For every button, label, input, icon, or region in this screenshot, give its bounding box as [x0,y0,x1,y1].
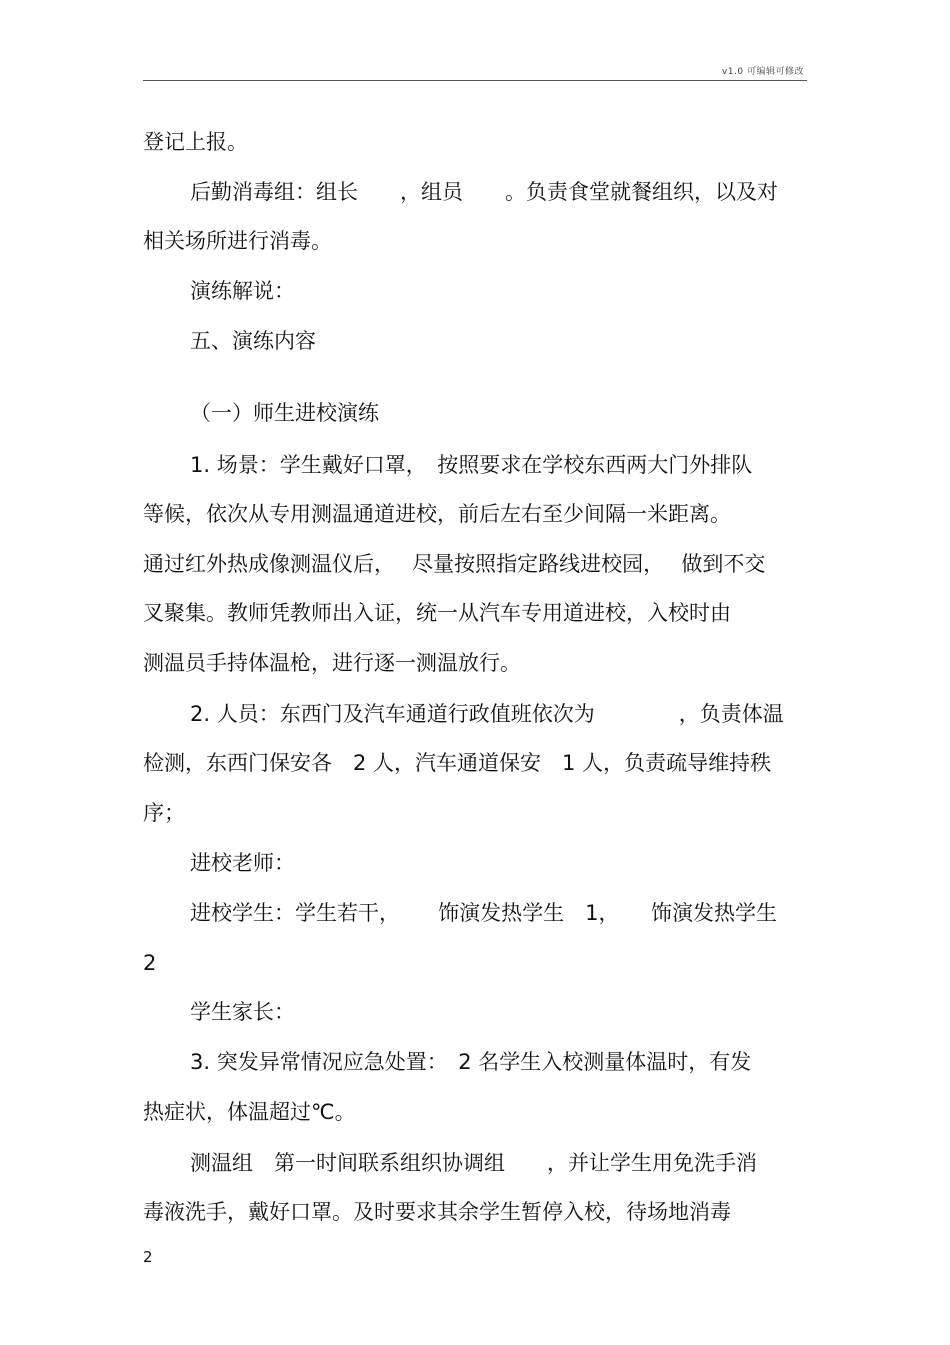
body-line-2: 后勤消毒组：组长 ，组员 。负责食堂就餐组织，以及对 [190,180,778,204]
header-version-note: v1.0 可编辑可修改 [721,67,804,77]
body-line-7: 1. 场景：学生戴好口罩， 按照要求在学校东西两大门外排队 [190,453,753,477]
body-line-9: 通过红外热成像测温仪后， 尽量按照指定路线进校园， 做到不交 [143,552,766,576]
body-line-19: 3. 突发异常情况应急处置： 2 名学生入校测量体温时，有发 [190,1050,752,1074]
body-line-15: 进校老师： [190,851,295,875]
header-divider [143,80,807,81]
body-line-14: 序； [143,801,185,825]
page-number: 2 [143,1248,153,1266]
body-line-8: 等候，依次从专用测温通道进校，前后左右至少间隔一米距离。 [143,502,731,526]
body-line-17: 2 [143,951,157,975]
body-line-22: 毒液洗手，戴好口罩。及时要求其余学生暂停入校，待场地消毒 [143,1200,731,1224]
body-line-20: 热症状，体温超过℃。 [143,1100,356,1124]
body-line-13: 检测，东西门保安各 2 人，汽车通道保安 1 人，负责疏导维持秩 [143,751,772,775]
body-line-16: 进校学生：学生若干， 饰演发热学生 1， 饰演发热学生 [190,901,778,925]
body-line-10: 叉聚集。教师凭教师出入证，统一从汽车专用道进校，入校时由 [143,601,731,625]
body-line-1: 登记上报。 [143,130,248,154]
subsection-heading: （一）师生进校演练 [190,401,379,425]
body-line-11: 测温员手持体温枪，进行逐一测温放行。 [143,651,521,675]
body-line-4: 演练解说： [190,279,295,303]
body-line-18: 学生家长： [190,1000,295,1024]
body-line-12: 2. 人员：东西门及汽车通道行政值班依次为 ，负责体温 [190,702,784,726]
body-line-3: 相关场所进行消毒。 [143,229,332,253]
section-heading: 五、演练内容 [190,329,316,353]
body-line-21: 测温组 第一时间联系组织协调组 ，并让学生用免洗手消 [190,1151,757,1175]
